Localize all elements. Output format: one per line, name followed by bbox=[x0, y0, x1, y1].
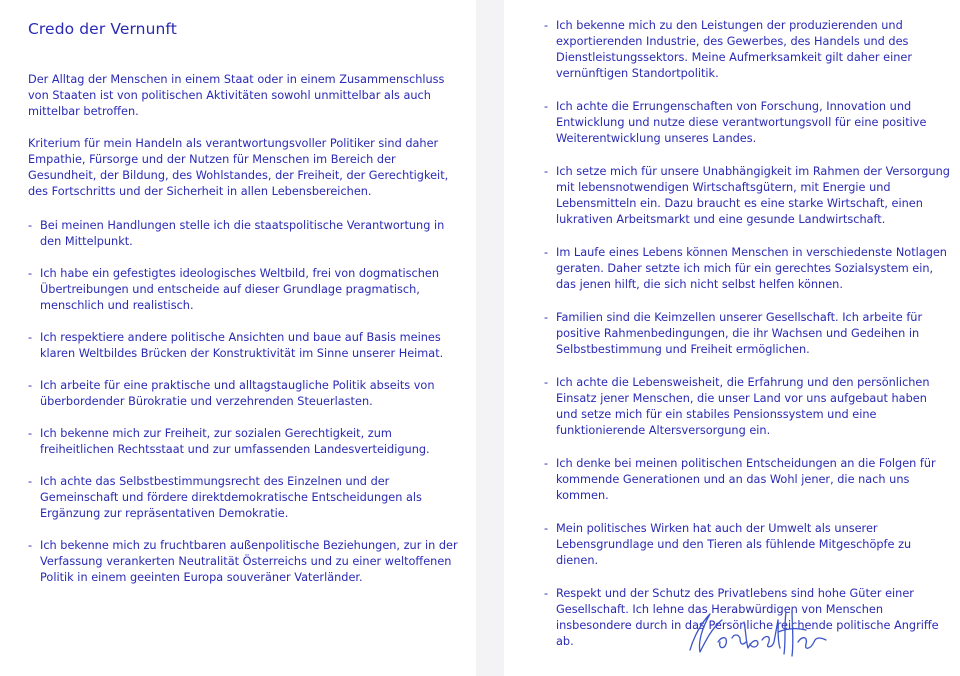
credo-list-right bbox=[544, 18, 950, 650]
credo-item bbox=[28, 330, 460, 362]
credo-item bbox=[544, 245, 950, 293]
credo-item bbox=[544, 375, 950, 439]
bullet-dash: - bbox=[28, 331, 33, 344]
page-left bbox=[0, 0, 476, 676]
bullet-dash: - bbox=[544, 311, 549, 324]
credo-item-text: Familien sind die Keimzellen unserer Gesellschaft. Ich arbeite für positive Rahmenbedingungen, die ihr Wachsen und Gedeihen in Selbstbestimmung und Freiheit ermöglichen. bbox=[556, 311, 923, 356]
credo-item bbox=[544, 310, 950, 358]
credo-item bbox=[544, 18, 950, 82]
credo-item-text: Ich bekenne mich zu fruchtbaren außenpolitische Beziehungen, zur in der Verfassung verankerten Neutralität Österreichs und zu einer weltoffenen Politik in einem geeinten Europa souveräner Vaterländer. bbox=[40, 539, 458, 584]
bullet-dash: - bbox=[544, 165, 549, 178]
credo-list-left bbox=[28, 218, 460, 586]
bullet-dash: - bbox=[28, 539, 33, 552]
credo-item bbox=[28, 426, 460, 458]
bullet-dash: - bbox=[28, 475, 33, 488]
credo-item-text: Im Laufe eines Lebens können Menschen in verschiedenste Notlagen geraten. Daher setzte ich mich für ein gerechtes Sozialsystem ein, das jenen hilft, die sich nicht selbst helfen können. bbox=[556, 246, 947, 291]
credo-item-text: Ich respektiere andere politische Ansichten und baue auf Basis meines klaren Weltbildes Brücken der Konstruktivität im Sinne unserer Heimat. bbox=[40, 331, 444, 360]
credo-item bbox=[28, 474, 460, 522]
credo-item-text: Ich habe ein gefestigtes ideologisches Weltbild, frei von dogmatischen Übertreibungen und entscheide auf dieser Grundlage pragmatisch, menschlich und realistisch. bbox=[40, 267, 440, 312]
bullet-dash: - bbox=[544, 587, 549, 600]
bullet-dash: - bbox=[544, 522, 549, 535]
bullet-dash: - bbox=[28, 379, 33, 392]
bullet-dash: - bbox=[544, 19, 549, 32]
credo-item-text: Mein politisches Wirken hat auch der Umwelt als unserer Lebensgrundlage und den Tieren als fühlende Mitgeschöpfe zu dienen. bbox=[556, 522, 912, 567]
credo-item-text: Ich bekenne mich zur Freiheit, zur sozialen Gerechtigkeit, zum freiheitlichen Rechtsstaat und zur umfassenden Landesverteidigung. bbox=[40, 427, 430, 456]
credo-item bbox=[544, 164, 950, 228]
signature bbox=[682, 602, 832, 664]
credo-item-text: Ich denke bei meinen politischen Entscheidungen an die Folgen für kommende Generationen und an das Wohl jener, die nach uns kommen. bbox=[556, 457, 936, 502]
intro-paragraph: Der Alltag der Menschen in einem Staat oder in einem Zusammenschluss von Staaten ist von politischen Aktivitäten sowohl unmittelbar als auch mittelbar betroffen. bbox=[28, 73, 445, 118]
credo-item-text: Ich arbeite für eine praktische und alltagstaugliche Politik abseits von überbordender Bürokratie und verzehrenden Steuerlasten. bbox=[40, 379, 435, 408]
bullet-dash: - bbox=[544, 100, 549, 113]
bullet-dash: - bbox=[544, 246, 549, 259]
document-title: Credo der Vernunft bbox=[28, 20, 177, 38]
credo-item-text: Ich achte die Lebensweisheit, die Erfahrung und den persönlichen Einsatz jener Menschen, die unser Land vor uns aufgebaut haben und setze mich für ein stabiles Pensionssystem und eine funktionierende Altersversorgung ein. bbox=[556, 376, 930, 437]
credo-item bbox=[28, 538, 460, 586]
credo-item-text: Ich bekenne mich zu den Leistungen der produzierenden und exportierenden Industrie, des Gewerbes, des Handels und des Dienstleistungssektors. Meine Aufmerksamkeit gilt daher einer vernünftigen Standortpolitik. bbox=[556, 19, 912, 80]
bullet-dash: - bbox=[28, 219, 33, 232]
page-right bbox=[504, 0, 960, 676]
credo-item bbox=[28, 378, 460, 410]
bullet-dash: - bbox=[28, 427, 33, 440]
credo-item-text: Respekt und der Schutz des Privatlebens sind hohe Güter einer Gesellschaft. Ich lehne das Herabwürdigen von Menschen insbesondere durch in das Persönliche reichende politische Angriffe ab. bbox=[556, 587, 939, 648]
credo-item bbox=[544, 521, 950, 569]
credo-item-text: Ich setze mich für unsere Unabhängigkeit im Rahmen der Versorgung mit lebensnotwendigen Wirtschaftsgütern, mit Energie und Lebensmitteln ein. Dazu braucht es eine starke Wirtschaft, einen lukrativen Arbeitsmarkt und eine gesunde Landwirtschaft. bbox=[556, 165, 950, 226]
bullet-dash: - bbox=[544, 376, 549, 389]
credo-item bbox=[28, 218, 460, 250]
intro-paragraph: Kriterium für mein Handeln als verantwortungsvoller Politiker sind daher Empathie, Fürsorge und der Nutzen für Menschen im Bereich der Gesundheit, der Bildung, des Wohlstandes, der Freiheit, der Gerechtigkeit, des Fortschritts und der Sicherheit in allen Lebensbereichen. bbox=[28, 137, 449, 198]
credo-item bbox=[544, 456, 950, 504]
bullet-dash: - bbox=[28, 267, 33, 280]
credo-item-text: Ich achte das Selbstbestimmungsrecht des Einzelnen und der Gemeinschaft und fördere direktdemokratische Entscheidungen als Ergänzung zur repräsentativen Demokratie. bbox=[40, 475, 422, 520]
credo-item bbox=[28, 266, 460, 314]
credo-item-text: Bei meinen Handlungen stelle ich die staatspolitische Verantwortung in den Mittelpunkt. bbox=[40, 219, 445, 248]
credo-item-text: Ich achte die Errungenschaften von Forschung, Innovation und Entwicklung und nutze diese verantwortungsvoll für eine positive Weiterentwicklung unseres Landes. bbox=[556, 100, 927, 145]
credo-item bbox=[544, 99, 950, 147]
bullet-dash: - bbox=[544, 457, 549, 470]
